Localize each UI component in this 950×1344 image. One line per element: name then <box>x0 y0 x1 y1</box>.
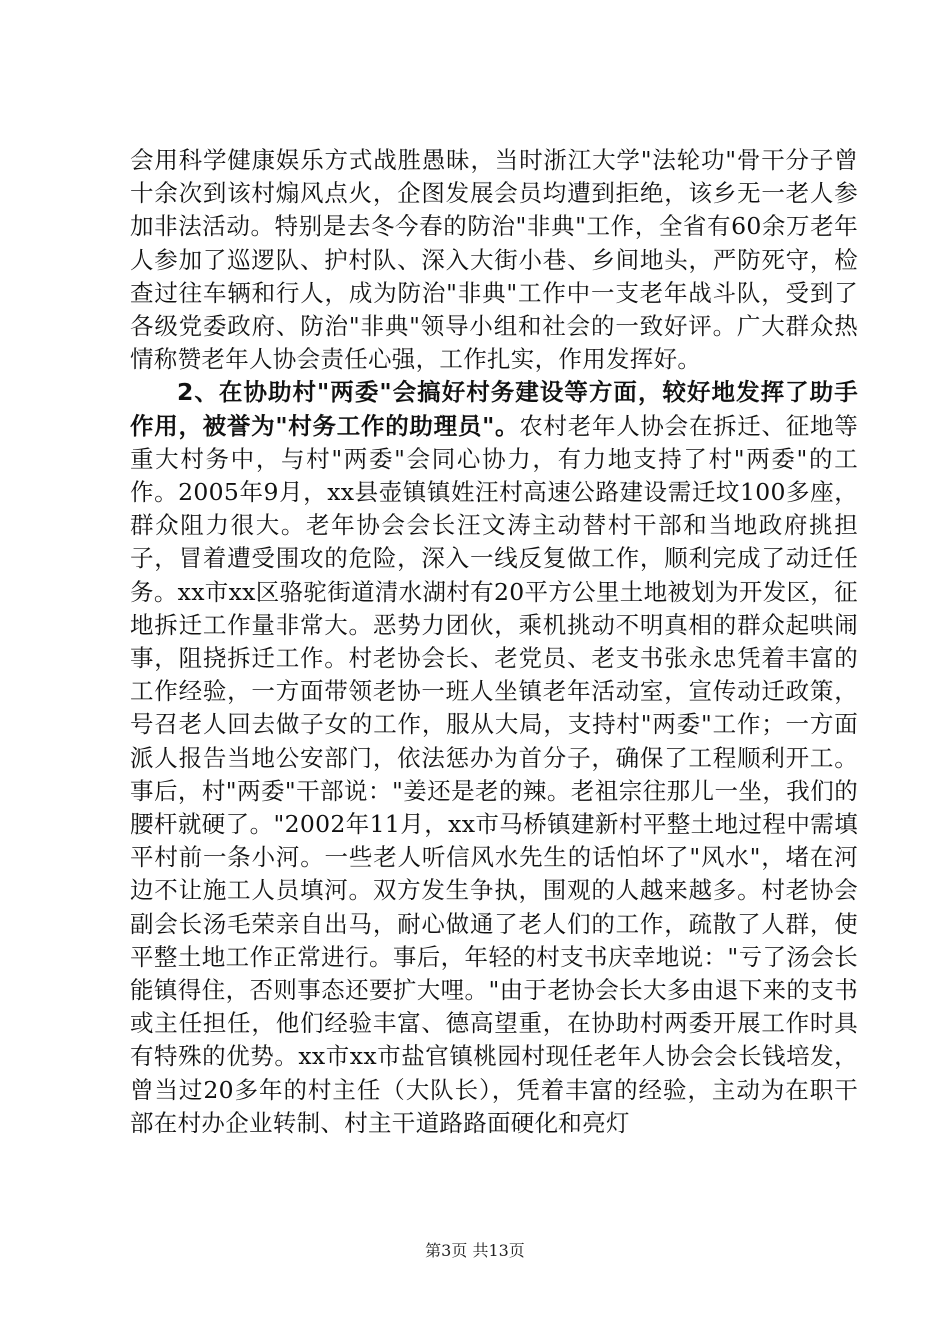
paragraph-2-text: 农村老年人协会在拆迁、征地等重大村务中，与村"两委"会同心协力，有力地支持了村"两委"的工作。2005年9月，xx县壶镇镇姓汪村高速公路建设需迁坟100多座，群众阻力很大。老年协会会长汪文涛主动替村干部和当地政府挑担子，冒着遭受围攻的危险，深入一线反复做工作，顺利完成了动迁任务。xx市xx区骆驼街道清水湖村有20平方公里土地被划为开发区，征地拆迁工作量非常大。恶势力团伙，乘机挑动不明真相的群众起哄闹事，阻挠拆迁工作。村老协会长、老党员、老支书张永忠凭着丰富的工作经验，一方面带领老协一班人坐镇老年活动室，宣传动迁政策，号召老人回去做子女的工作，服从大局，支持村"两委"工作；一方面派人报告当地公安部门，依法惩办为首分子，确保了工程顺利开工。事后，村"两委"干部说："姜还是老的辣。老祖宗往那儿一坐，我们的腰杆就硬了。"2002年11月，xx市马桥镇建新村平整土地过程中需填平村前一条小河。一些老人听信风水先生的话怕坏了"风水"，堵在河边不让施工人员填河。双方发生争执，围观的人越来越多。村老协会副会长汤毛荣亲自出马，耐心做通了老人们的工作，疏散了人群，使平整土地工作正常进行。事后，年轻的村支书庆幸地说："亏了汤会长能镇得住，否则事态还要扩大哩。"由于老协会长大多由退下来的支书或主任担任，他们经验丰富、德高望重，在协助村两委开展工作时具有特殊的优势。xx市xx市盐官镇桃园村现任老年人协会会长钱培发，曾当过20多年的村主任（大队长），凭着丰富的经验，主动为在职干部在村办企业转制、村主干道路路面硬化和亮灯 <box>130 411 859 1137</box>
page-footer <box>0 1241 950 1261</box>
paragraph-1-text: 会用科学健康娱乐方式战胜愚昧，当时浙江大学"法轮功"骨干分子曾十余次到该村煽风点火，企图发展会员均遭到拒绝，该乡无一老人参加非法活动。特别是去冬今春的防治"非典"工作，全省有60余万老年人参加了巡逻队、护村队、深入大街小巷、乡间地头，严防死守，检查过往车辆和行人，成为防治"非典"工作中一支老年战斗队，受到了各级党委政府、防治"非典"领导小组和社会的一致好评。广大群众热情称赞老年人协会责任心强，工作扎实，作用发挥好。 <box>130 146 858 374</box>
paragraph-2-lead: 2、在协助村"两委"会搞好村务建设等方面，较好地发挥了助手作用，被誉为"村务工作的助理员"。 <box>130 378 858 440</box>
document-body <box>130 144 858 1140</box>
paragraph-2 <box>130 376 858 1140</box>
paragraph-1 <box>130 144 858 376</box>
page-number: 第3页 共13页 <box>425 1241 525 1260</box>
